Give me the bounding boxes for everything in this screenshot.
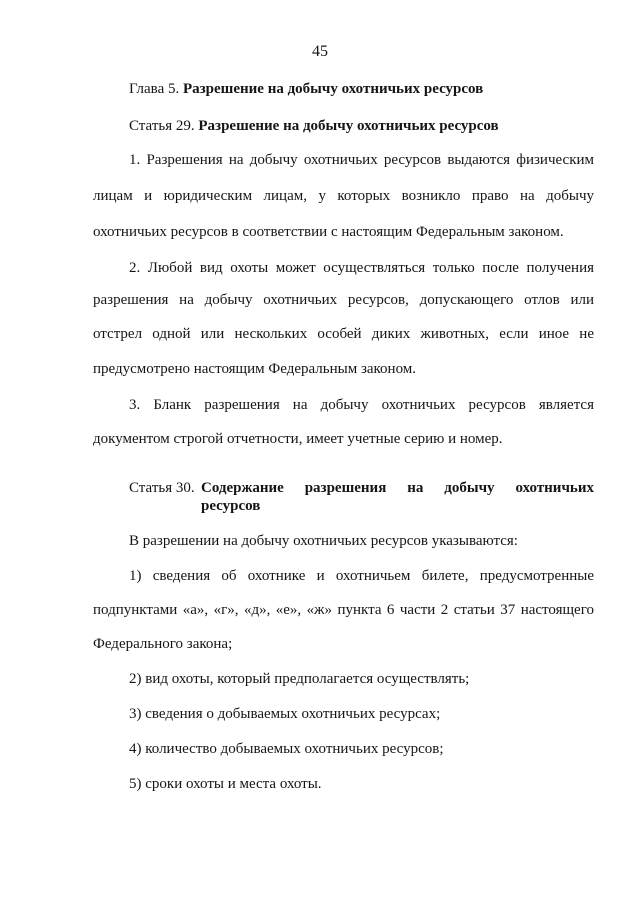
- list-item: 2) вид охоты, который предполагается осуществлять;: [129, 671, 470, 687]
- paragraph-line: разрешения на добычу охотничьих ресурсов, допускающего отлов или: [93, 292, 594, 308]
- paragraph-line: документом строгой отчетности, имеет учетные серию и номер.: [93, 431, 503, 447]
- paragraph-line: лицам и юридическим лицам, у которых возникло право на добычу: [93, 188, 594, 204]
- chapter-label: Глава 5.: [129, 81, 180, 97]
- paragraph-line: охотничьих ресурсов в соответствии с настоящим Федеральным законом.: [93, 224, 564, 240]
- chapter-heading: [129, 81, 483, 98]
- article-30-label: Статья 30.: [129, 480, 195, 496]
- article-29-heading: [129, 118, 499, 135]
- article-30-title-cont: ресурсов: [201, 498, 261, 514]
- list-item: 3) сведения о добываемых охотничьих ресурсах;: [129, 706, 441, 722]
- list-item-cont: подпунктами «а», «г», «д», «е», «ж» пункта 6 части 2 статьи 37 настоящего: [93, 602, 594, 618]
- list-item: 4) количество добываемых охотничьих ресурсов;: [129, 741, 444, 757]
- paragraph-line: отстрел одной или нескольких особей диких животных, если иное не: [93, 326, 594, 342]
- article-29-title: Разрешение на добычу охотничьих ресурсов: [198, 118, 499, 134]
- list-item: 5) сроки охоты и места охоты.: [129, 776, 322, 792]
- paragraph-line: 2. Любой вид охоты может осуществляться только после получения: [129, 260, 594, 276]
- chapter-title: Разрешение на добычу охотничьих ресурсов: [182, 81, 484, 97]
- article-30-title: Содержание разрешения на добычу охотничьих: [201, 480, 594, 496]
- list-item: 1) сведения об охотнике и охотничьем билете, предусмотренные: [129, 568, 594, 584]
- paragraph-line: 3. Бланк разрешения на добычу охотничьих ресурсов является: [129, 397, 594, 413]
- paragraph-line: В разрешении на добычу охотничьих ресурсов указываются:: [129, 533, 518, 549]
- paragraph-line: предусмотрено настоящим Федеральным законом.: [93, 361, 417, 377]
- list-item-cont: Федерального закона;: [93, 636, 233, 652]
- page-number: 45: [312, 43, 328, 60]
- paragraph-line: 1. Разрешения на добычу охотничьих ресурсов выдаются физическим: [129, 152, 594, 168]
- article-29-label: Статья 29.: [129, 118, 195, 134]
